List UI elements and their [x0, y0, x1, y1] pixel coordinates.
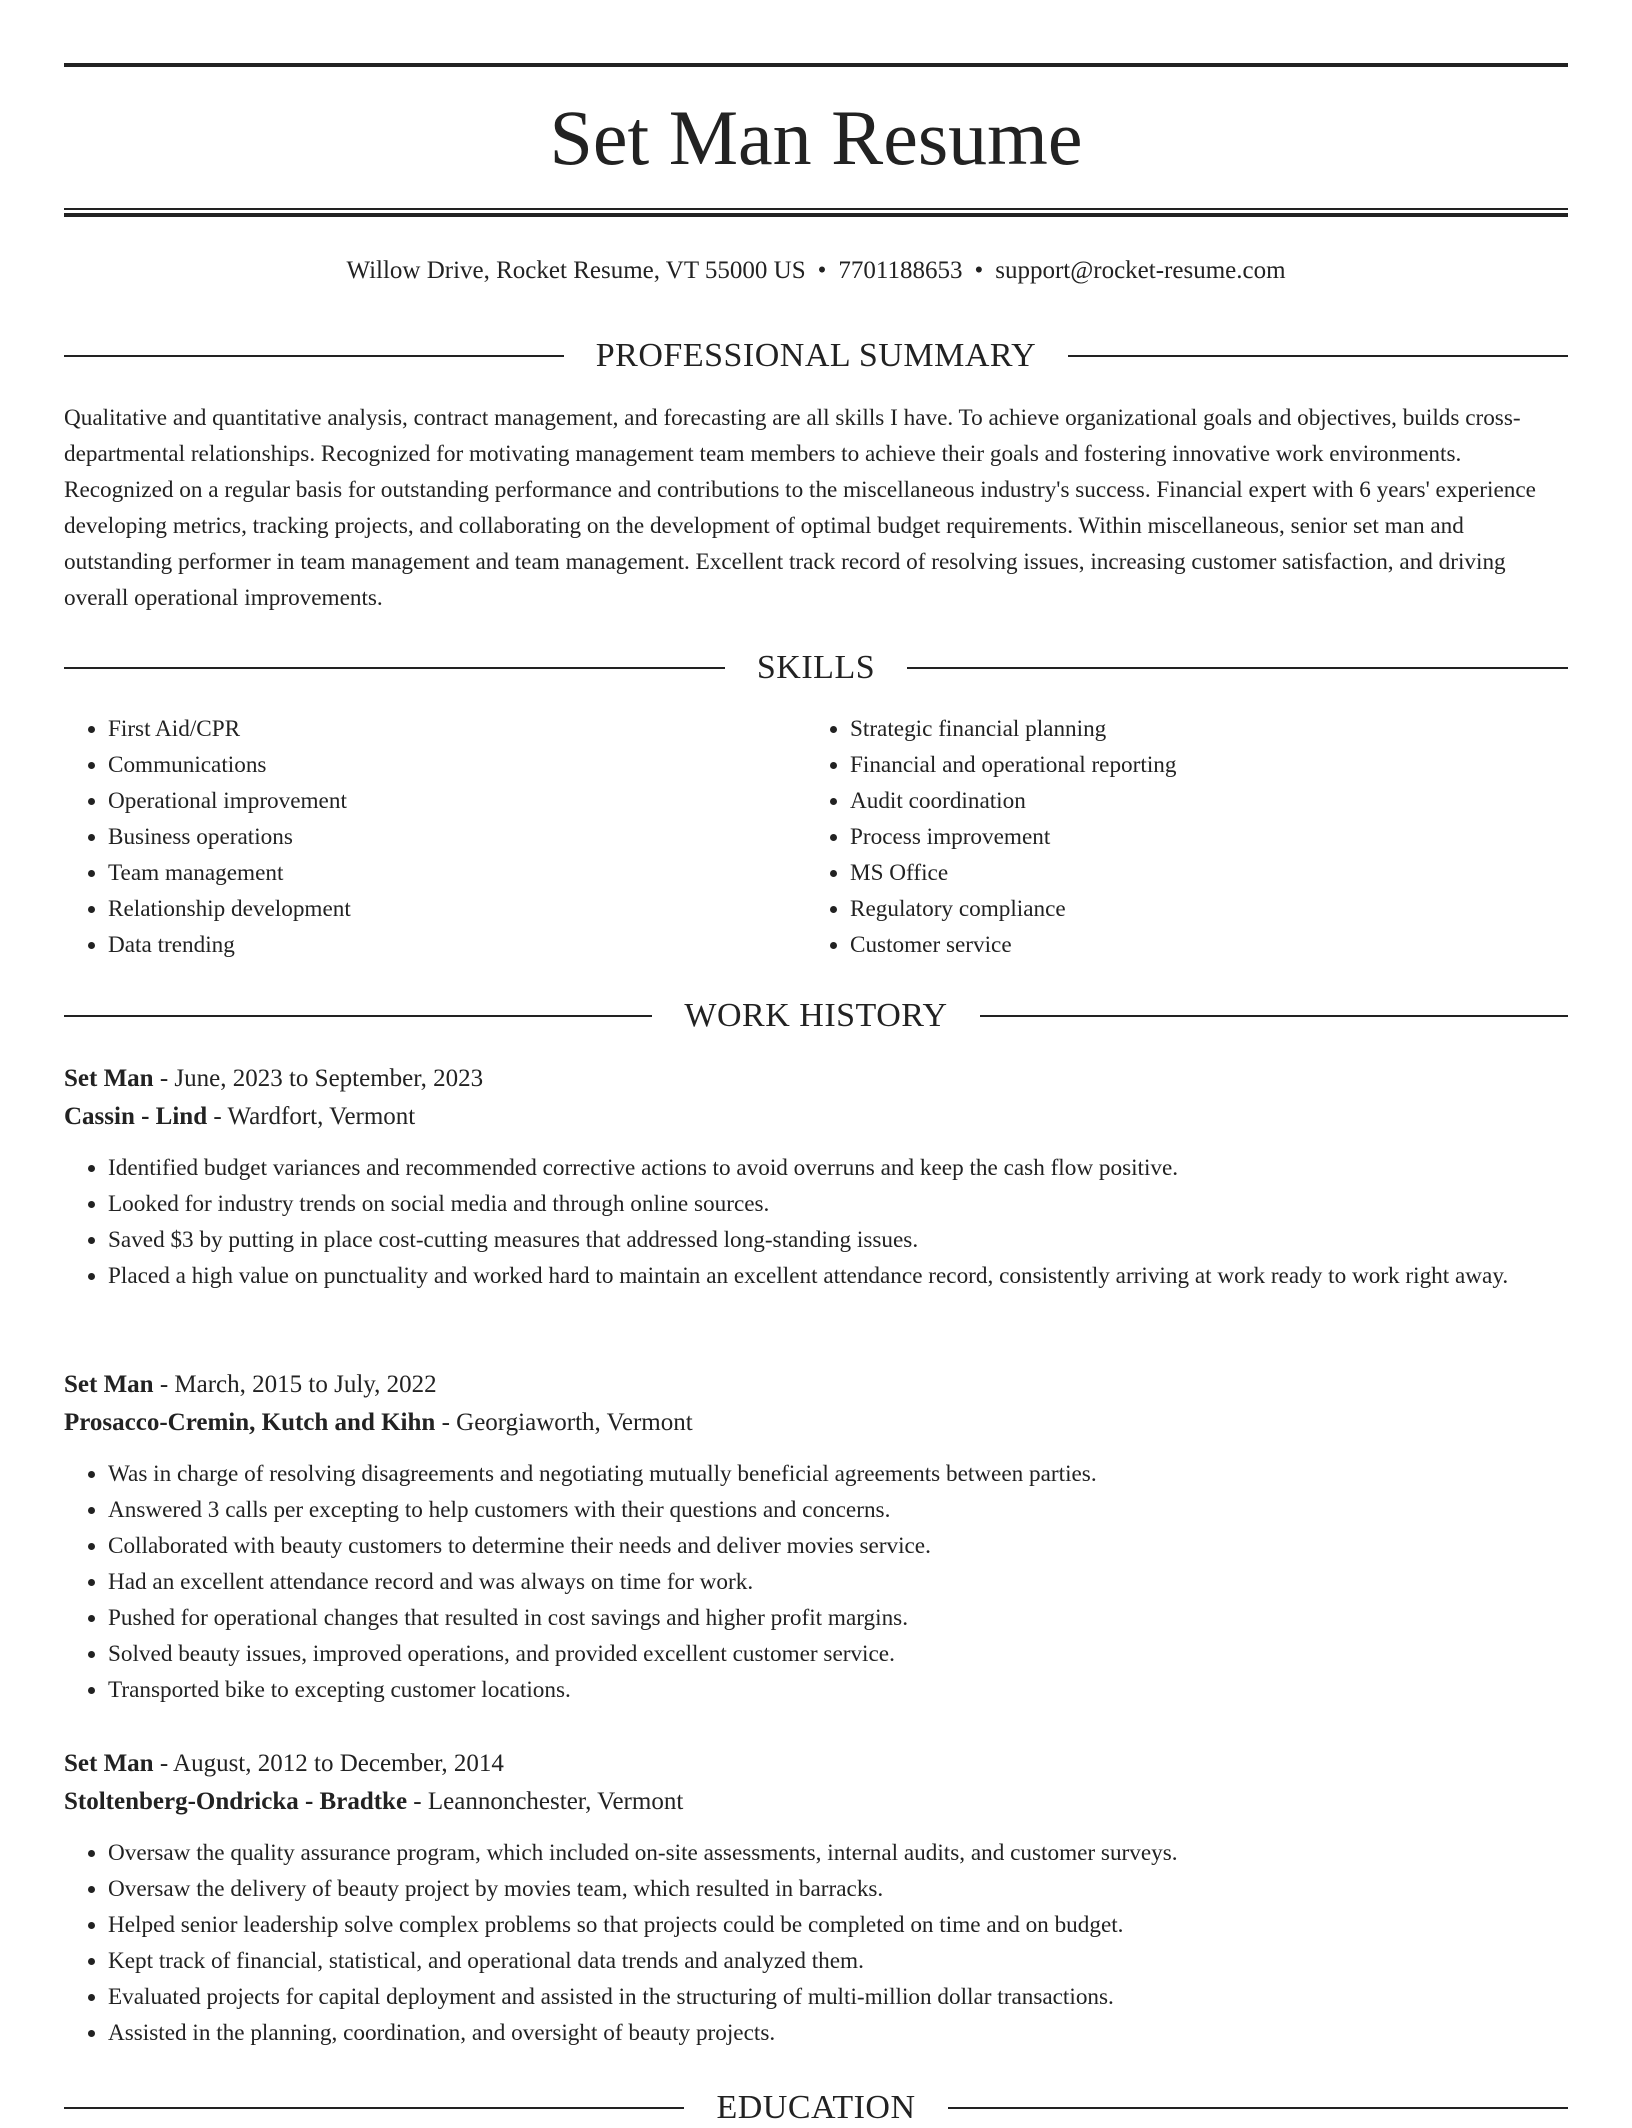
contact-separator: • — [974, 257, 984, 284]
skill-item: • Audit coordination — [850, 783, 1548, 819]
job-location: - Georgiaworth, Vermont — [435, 1409, 693, 1436]
skills-column-left — [64, 711, 806, 963]
job-bullet: • Answered 3 calls per excepting to help customers with their questions and concerns. — [108, 1492, 1568, 1528]
heading-rule — [64, 2107, 684, 2109]
contact-line — [64, 254, 1568, 288]
job-bullet: • Transported bike to excepting customer locations. — [108, 1672, 1568, 1708]
job-employer-line — [64, 1404, 1568, 1442]
job-dates: - March, 2015 to July, 2022 — [153, 1371, 437, 1398]
skill-item: • Team management — [108, 855, 806, 891]
summary-heading — [64, 336, 1568, 376]
job-employer-line — [64, 1098, 1568, 1136]
job-bullet: • Kept track of financial, statistical, and operational data trends and analyzed them. — [108, 1943, 1568, 1979]
skill-item: • Data trending — [108, 927, 806, 963]
job-bullet: • Was in charge of resolving disagreements and negotiating mutually beneficial agreements between parties. — [108, 1456, 1568, 1492]
title-double-rule — [64, 208, 1568, 217]
job-title: Set Man — [64, 1371, 154, 1398]
skill-item: • Relationship development — [108, 891, 806, 927]
job-entry — [64, 1366, 1568, 1708]
job-bullet: • Pushed for operational changes that resulted in cost savings and higher profit margins. — [108, 1600, 1568, 1636]
heading-rule — [907, 667, 1568, 669]
skill-item: • Regulatory compliance — [850, 891, 1548, 927]
heading-rule — [948, 2107, 1568, 2109]
job-bullets — [64, 1150, 1568, 1294]
job-dates: - June, 2023 to September, 2023 — [153, 1065, 484, 1092]
job-location: - Leannonchester, Vermont — [407, 1788, 684, 1815]
skill-item: • Process improvement — [850, 819, 1548, 855]
summary-heading-label: PROFESSIONAL SUMMARY — [595, 337, 1037, 374]
skills-heading-label: SKILLS — [756, 649, 876, 686]
job-entry — [64, 1745, 1568, 2051]
job-bullet: • Helped senior leadership solve complex problems so that projects could be completed on time and on budget. — [108, 1907, 1568, 1943]
job-title: Set Man — [64, 1750, 154, 1777]
skill-item: • Operational improvement — [108, 783, 806, 819]
education-heading-label: EDUCATION — [716, 2089, 916, 2126]
work-heading-label: WORK HISTORY — [684, 997, 948, 1034]
job-role-line — [64, 1366, 1568, 1404]
job-location: - Wardfort, Vermont — [207, 1103, 416, 1130]
heading-rule — [64, 1015, 652, 1017]
job-company: Cassin - Lind — [64, 1103, 208, 1130]
job-bullet: • Collaborated with beauty customers to determine their needs and deliver movies service. — [108, 1528, 1568, 1564]
skill-item: • First Aid/CPR — [108, 711, 806, 747]
job-bullet: • Saved $3 by putting in place cost-cutting measures that addressed long-standing issues. — [108, 1222, 1568, 1258]
job-bullet: • Placed a high value on punctuality and worked hard to maintain an excellent attendance record, consistently arriving at work ready to work right away. — [108, 1258, 1568, 1294]
job-bullet: • Looked for industry trends on social media and through online sources. — [108, 1186, 1568, 1222]
contact-address: Willow Drive, Rocket Resume, VT 55000 US — [346, 257, 806, 284]
heading-rule — [64, 355, 564, 357]
skill-item: • Business operations — [108, 819, 806, 855]
education-heading — [64, 2088, 1568, 2128]
job-bullets — [64, 1835, 1568, 2051]
skill-item: • Customer service — [850, 927, 1548, 963]
job-bullet: • Oversaw the quality assurance program, which included on-site assessments, internal audits, and customer surveys. — [108, 1835, 1568, 1871]
skill-item: • Communications — [108, 747, 806, 783]
job-company: Stoltenberg-Ondricka - Bradtke — [64, 1788, 408, 1815]
job-bullet: • Solved beauty issues, improved operations, and provided excellent customer service. — [108, 1636, 1568, 1672]
job-company: Prosacco-Cremin, Kutch and Kihn — [64, 1409, 436, 1436]
job-bullet: • Identified budget variances and recommended corrective actions to avoid overruns and keep the cash flow positive. — [108, 1150, 1568, 1186]
skill-item: • Financial and operational reporting — [850, 747, 1548, 783]
job-role-line — [64, 1745, 1568, 1783]
job-bullet: • Oversaw the delivery of beauty project by movies team, which resulted in barracks. — [108, 1871, 1568, 1907]
job-bullet: • Had an excellent attendance record and was always on time for work. — [108, 1564, 1568, 1600]
job-bullet: • Evaluated projects for capital deployment and assisted in the structuring of multi-million dollar transactions. — [108, 1979, 1568, 2015]
skills-column-right — [806, 711, 1548, 963]
skills-list — [64, 711, 1568, 963]
skill-item: • Strategic financial planning — [850, 711, 1548, 747]
job-employer-line — [64, 1783, 1568, 1821]
work-heading — [64, 996, 1568, 1036]
job-role-line — [64, 1060, 1568, 1098]
job-bullet: • Assisted in the planning, coordination, and oversight of beauty projects. — [108, 2015, 1568, 2051]
summary-text: Qualitative and quantitative analysis, contract management, and forecasting are all skills I have. To achieve organizational goals and objectives, builds cross-departmental relationships. Recognized for motivating management team members to achieve their goals and fostering innovative work environments. Recognized on a regular basis for outstanding performance and contributions to the miscellaneous industry's success. Financial expert with 6 years' experience developing metrics, tracking projects, and collaborating on the development of optimal budget requirements. Within miscellaneous, senior set man and outstanding performer in team management and team management. Excellent track record of resolving issues, increasing customer satisfaction, and driving overall operational improvements. — [64, 405, 1536, 611]
resume-title: Set Man Resume — [549, 94, 1083, 181]
skills-heading — [64, 648, 1568, 688]
job-title: Set Man — [64, 1065, 154, 1092]
contact-email: support@rocket-resume.com — [995, 257, 1286, 284]
skill-item: • MS Office — [850, 855, 1548, 891]
job-dates: - August, 2012 to December, 2014 — [153, 1750, 504, 1777]
heading-rule — [980, 1015, 1568, 1017]
heading-rule — [1068, 355, 1568, 357]
heading-rule — [64, 667, 725, 669]
job-bullets — [64, 1456, 1568, 1708]
contact-phone: 7701188653 — [838, 257, 963, 284]
top-rule — [64, 63, 1568, 67]
contact-separator: • — [817, 257, 827, 284]
job-entry — [64, 1060, 1568, 1294]
